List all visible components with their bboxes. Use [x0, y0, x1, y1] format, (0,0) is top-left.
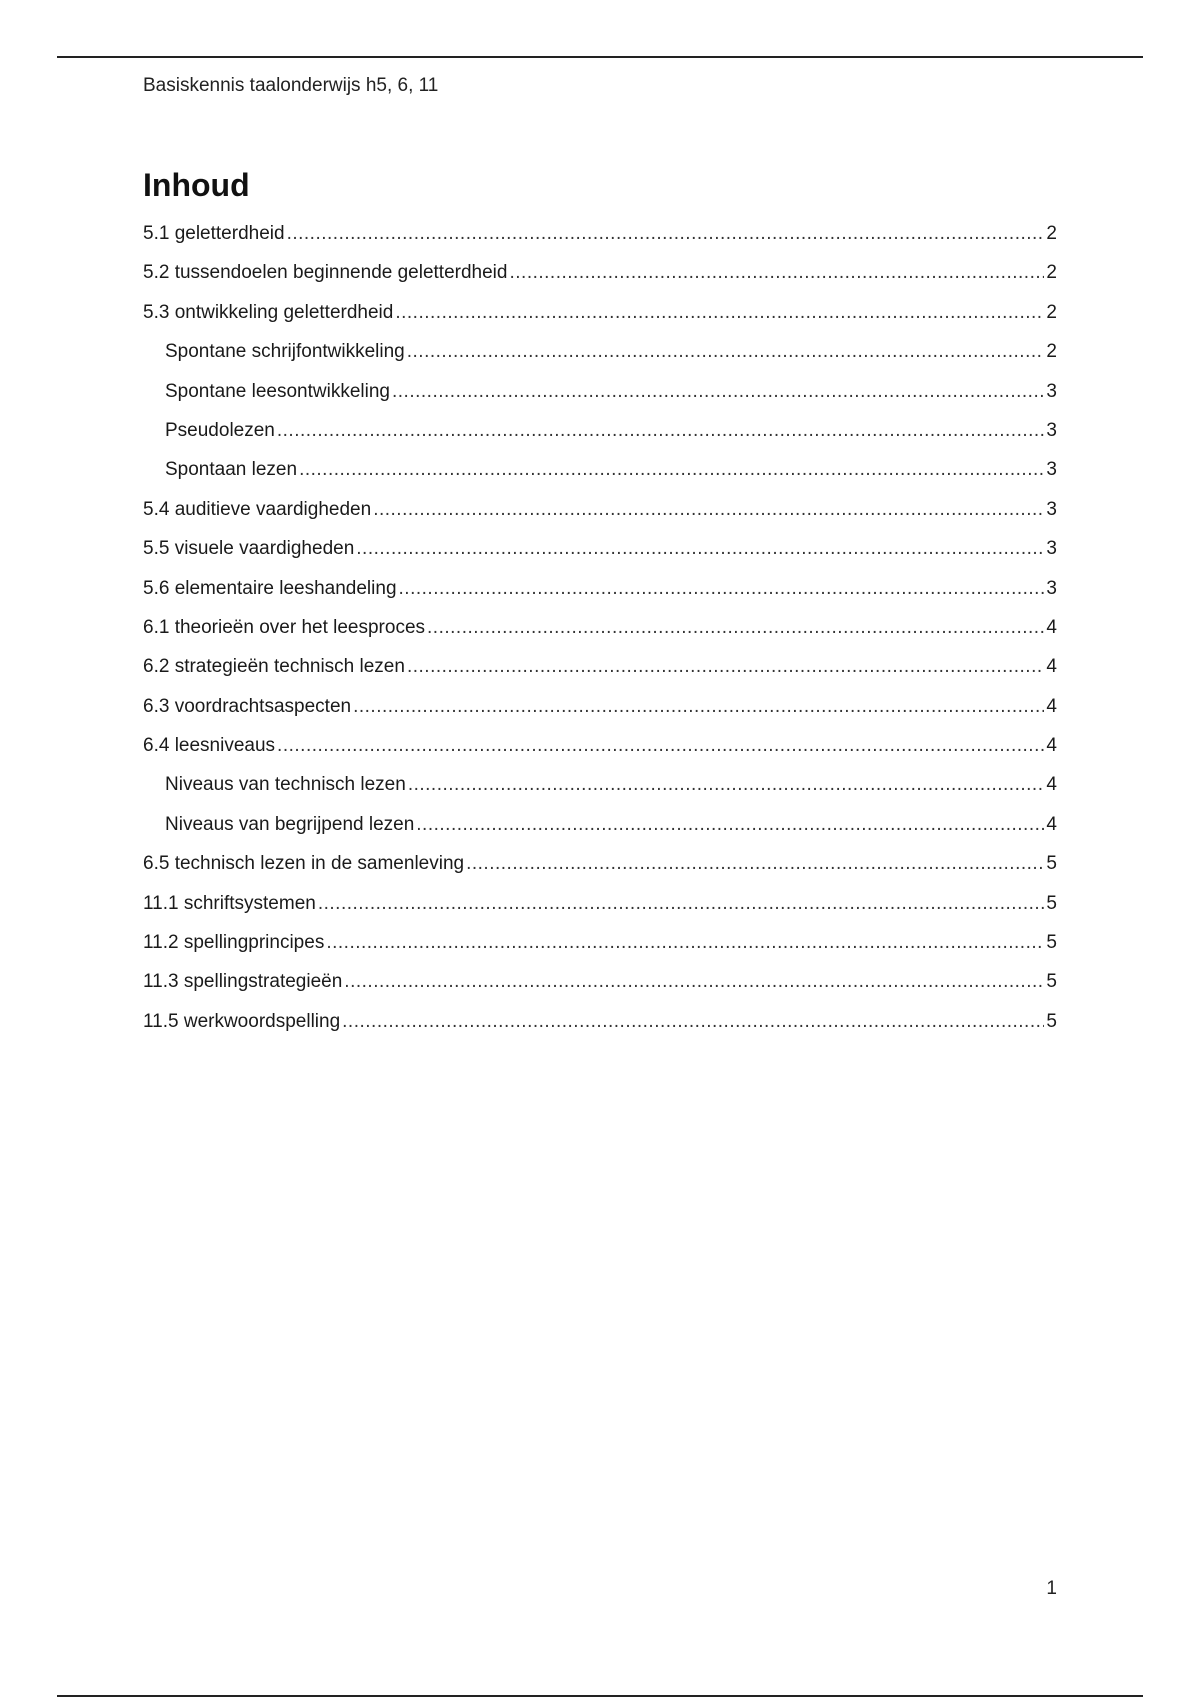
toc-entry-page: 4 [1046, 616, 1057, 638]
toc-title: Inhoud [143, 167, 250, 203]
toc-entry-label: Pseudolezen [165, 419, 275, 441]
toc-dot-leader [416, 811, 1044, 839]
toc-entry-label: 5.6 elementaire leeshandeling [143, 577, 397, 599]
toc-dot-leader [466, 850, 1044, 878]
toc-entry[interactable] [143, 811, 1057, 850]
toc-entry-label: 5.2 tussendoelen beginnende geletterdheid [143, 262, 508, 284]
toc-entry-page: 2 [1046, 341, 1057, 363]
toc-dot-leader [299, 456, 1044, 484]
toc-dot-leader [277, 417, 1045, 445]
toc-entry-page: 4 [1046, 656, 1057, 678]
toc-dot-leader [326, 929, 1044, 957]
toc-entry-label: 6.2 strategieën technisch lezen [143, 656, 405, 678]
toc-entry-label: 11.5 werkwoordspelling [143, 1010, 341, 1032]
toc-entry-label: 6.4 leesniveaus [143, 735, 276, 757]
toc-entry[interactable] [143, 771, 1057, 810]
toc-entry-page: 3 [1046, 419, 1057, 441]
toc-entry[interactable] [143, 968, 1057, 1007]
toc-dot-leader [318, 890, 1045, 918]
running-header: Basiskennis taalonderwijs h5, 6, 11 [143, 75, 439, 96]
toc-entry-page: 3 [1046, 577, 1057, 599]
header-rule [57, 56, 1143, 58]
toc-entry-page: 2 [1046, 262, 1057, 284]
toc-entry-page: 2 [1046, 223, 1057, 244]
toc-entry-label: 5.1 geletterdheid [143, 223, 285, 244]
toc-dot-leader [427, 614, 1044, 642]
toc-entry-page: 4 [1046, 695, 1057, 717]
toc-entry-label: 6.3 voordrachtsaspecten [143, 695, 352, 717]
toc-dot-leader [407, 338, 1045, 366]
toc-entry[interactable] [143, 378, 1057, 417]
toc-entry[interactable] [143, 1008, 1057, 1047]
toc-entry[interactable] [143, 338, 1057, 377]
toc-dot-leader [373, 496, 1044, 524]
toc-dot-leader [344, 968, 1044, 996]
toc-entry[interactable] [143, 299, 1057, 338]
toc-entry-label: Spontane leesontwikkeling [165, 380, 390, 402]
toc-entry[interactable] [143, 850, 1057, 889]
toc-entry-label: 5.3 ontwikkeling geletterdheid [143, 301, 394, 323]
toc-entry[interactable] [143, 929, 1057, 968]
toc-dot-leader [399, 575, 1045, 603]
toc-entry-page: 5 [1046, 932, 1057, 954]
toc-dot-leader [408, 771, 1045, 799]
toc-dot-leader [509, 259, 1044, 287]
toc-dot-leader [277, 732, 1044, 760]
toc-entry-page: 3 [1046, 538, 1057, 560]
toc-entry-label: 11.3 spellingstrategieën [143, 971, 343, 993]
toc-entry[interactable] [143, 693, 1057, 732]
page-number: 1 [1046, 1578, 1057, 1599]
toc-entry[interactable] [143, 575, 1057, 614]
toc-entry-label: Niveaus van begrijpend lezen [165, 813, 415, 835]
toc-entry-page: 5 [1046, 853, 1057, 875]
toc-entry-page: 2 [1046, 301, 1057, 323]
toc-dot-leader [287, 220, 1045, 248]
toc-entry[interactable] [143, 417, 1057, 456]
toc-entry[interactable] [143, 653, 1057, 692]
toc-entry-label: 5.4 auditieve vaardigheden [143, 498, 372, 520]
toc-entry-page: 5 [1046, 1010, 1057, 1032]
toc-entry[interactable] [143, 535, 1057, 574]
toc-entry-page: 4 [1046, 774, 1057, 796]
toc-entry-page: 3 [1046, 498, 1057, 520]
toc-entry-page: 3 [1046, 380, 1057, 402]
toc-entry-page: 4 [1046, 813, 1057, 835]
toc-dot-leader [392, 378, 1044, 406]
toc-dot-leader [353, 693, 1044, 721]
table-of-contents [143, 220, 1057, 1047]
footer-rule [57, 1695, 1143, 1697]
toc-entry[interactable] [143, 220, 1057, 259]
toc-dot-leader [356, 535, 1044, 563]
toc-dot-leader [395, 299, 1044, 327]
toc-entry-label: 5.5 visuele vaardigheden [143, 538, 355, 560]
toc-entry-label: 6.1 theorieën over het leesproces [143, 616, 426, 638]
toc-dot-leader [407, 653, 1044, 681]
toc-entry[interactable] [143, 496, 1057, 535]
toc-entry[interactable] [143, 456, 1057, 495]
toc-entry[interactable] [143, 259, 1057, 298]
toc-entry-page: 3 [1046, 459, 1057, 481]
toc-entry-label: 11.1 schriftsystemen [143, 892, 316, 914]
toc-entry[interactable] [143, 614, 1057, 653]
toc-entry-label: 6.5 technisch lezen in de samenleving [143, 853, 465, 875]
toc-entry-page: 4 [1046, 735, 1057, 757]
toc-entry[interactable] [143, 890, 1057, 929]
toc-entry-label: 11.2 spellingprincipes [143, 932, 325, 954]
toc-entry-label: Niveaus van technisch lezen [165, 774, 406, 796]
toc-entry-label: Spontaan lezen [165, 459, 298, 481]
toc-entry[interactable] [143, 732, 1057, 771]
toc-entry-page: 5 [1046, 892, 1057, 914]
toc-entry-page: 5 [1046, 971, 1057, 993]
toc-dot-leader [342, 1008, 1044, 1036]
toc-entry-label: Spontane schrijfontwikkeling [165, 341, 405, 363]
